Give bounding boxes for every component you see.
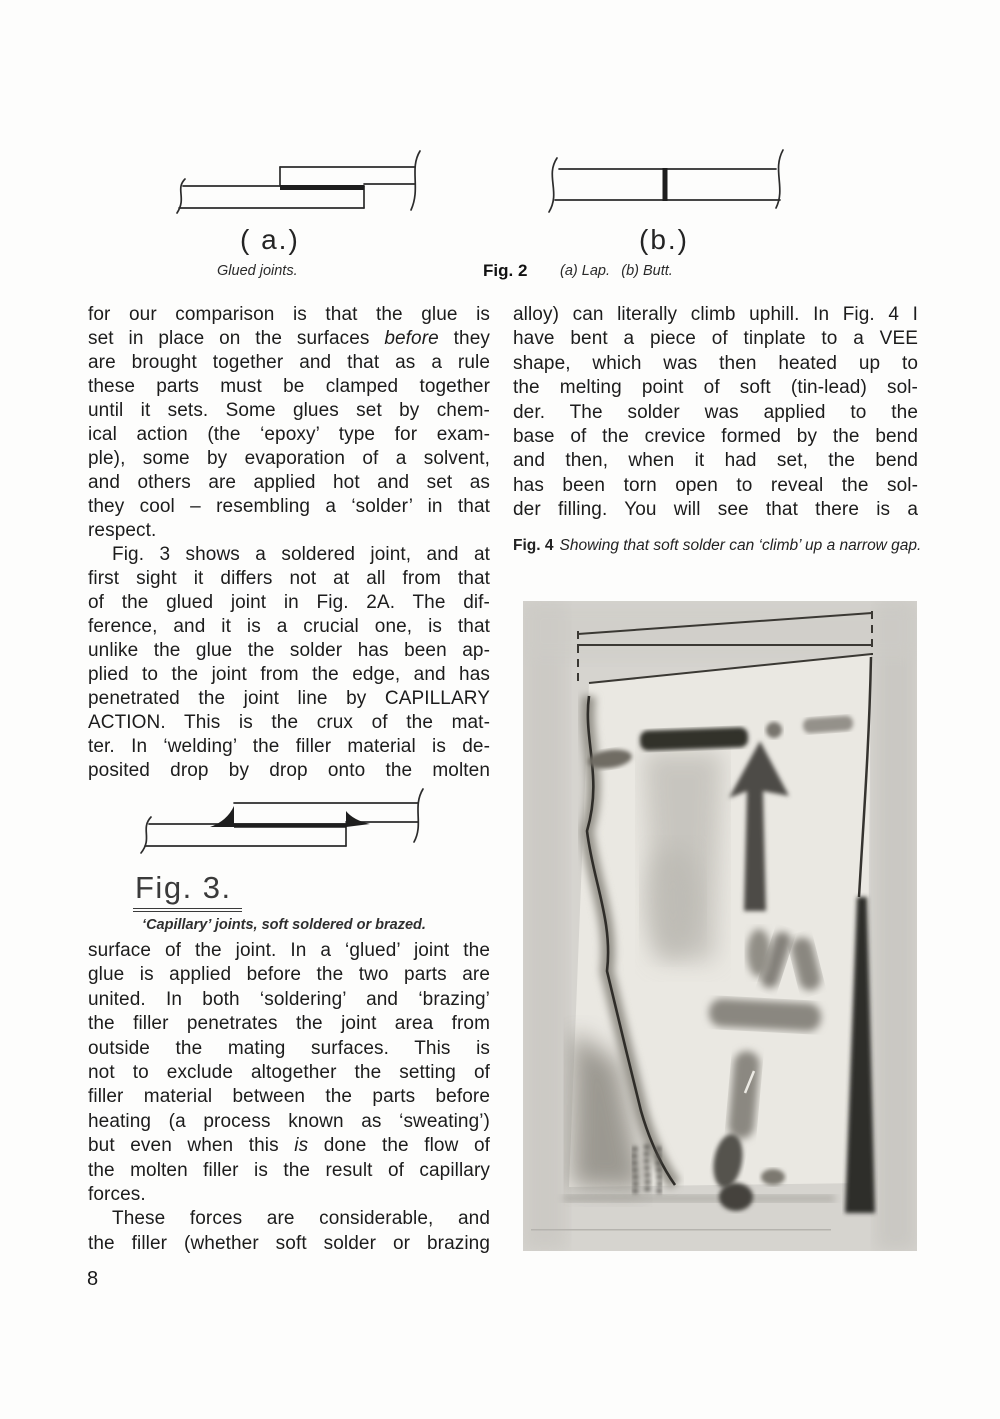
fig2b-diagram-drawing bbox=[543, 144, 793, 218]
text-line: until it sets. Some glues set by chem- bbox=[88, 400, 490, 421]
text-line: ter. In ‘welding’ the filler material is de- bbox=[88, 736, 490, 757]
fig3-label-wrap bbox=[133, 870, 242, 912]
fig4-photo-drawing bbox=[523, 601, 917, 1251]
paragraph bbox=[88, 939, 490, 1207]
text-line: the melting point of soft (tin-lead) sol- bbox=[513, 377, 918, 399]
plate-shading-2 bbox=[645, 846, 701, 956]
fig3-diagram-drawing bbox=[128, 784, 428, 868]
left-column-upper bbox=[88, 303, 490, 783]
smudge-dot bbox=[766, 722, 782, 738]
photo-right-shade bbox=[875, 601, 917, 1251]
text-line: surface of the joint. In a ‘glued’ joint the bbox=[88, 940, 490, 961]
paragraph bbox=[88, 543, 490, 783]
text-line: set in place on the surfaces before they bbox=[88, 328, 490, 349]
lower-gray-mark bbox=[761, 1169, 785, 1185]
fig3-label: Fig. 3. bbox=[133, 870, 242, 912]
plate-bottom-shadow bbox=[563, 1195, 835, 1202]
text-line: first sight it differs not at all from that bbox=[88, 568, 490, 589]
fig2a-diagram-drawing bbox=[168, 144, 430, 218]
text-line: are brought together and that as a rule bbox=[88, 352, 490, 373]
text-line: alloy) can literally climb uphill. In Fig. 4 I bbox=[513, 304, 918, 325]
text-line: united. In both ‘soldering’ and ‘brazing’ bbox=[88, 988, 490, 1010]
fig4-photo bbox=[523, 601, 917, 1251]
left-column-lower bbox=[88, 939, 490, 1256]
text-line: These forces are considerable, and bbox=[112, 1208, 490, 1230]
text-line: and then, when it had set, the bend bbox=[513, 450, 918, 472]
text-line: has been torn open to reveal the sol- bbox=[513, 474, 918, 496]
paragraph bbox=[88, 1207, 490, 1256]
text-line: the molten filler is the result of capillary bbox=[88, 1159, 490, 1181]
photo-top-shade bbox=[523, 601, 917, 661]
fig4-caption-text: Showing that soft solder can ‘climb’ up a narrow gap. bbox=[559, 537, 922, 554]
text-line: but even when this is done the flow of bbox=[88, 1135, 490, 1157]
text-line: ple), some by evaporation of a solvent, bbox=[88, 448, 490, 469]
text-line: outside the mating surfaces. This is bbox=[88, 1037, 490, 1059]
text-line: these parts must be clamped together bbox=[88, 376, 490, 397]
text-line: the filler penetrates the joint area from bbox=[88, 1013, 490, 1035]
text-line: respect. bbox=[88, 520, 157, 541]
fig2a-lap-joint-diagram bbox=[168, 144, 430, 218]
text-line: not to exclude altogether the setting of bbox=[88, 1062, 490, 1084]
text-line: ACTION. This is the crux of the mat- bbox=[88, 712, 490, 733]
photo-bottom-line bbox=[531, 1229, 831, 1231]
fig2b-label: (b.) bbox=[639, 224, 689, 255]
lower-dark-mark-2 bbox=[719, 1183, 753, 1211]
text-line: ference, and it is a crucial one, is that bbox=[88, 616, 490, 637]
text-line: heating (a process known as ‘sweating’) bbox=[88, 1110, 490, 1132]
text-line: Fig. 3 shows a soldered joint, and at bbox=[112, 544, 490, 565]
fig2-caption: (a) Lap. (b) Butt. bbox=[560, 263, 673, 279]
text-line: they cool – resembling a ‘solder’ in that bbox=[88, 496, 490, 517]
page-number: 8 bbox=[87, 1268, 99, 1290]
fig3-caption: ‘Capillary’ joints, soft soldered or brazed. bbox=[142, 917, 426, 933]
photo-left-shade bbox=[523, 601, 567, 1251]
fig2a-label: ( a.) bbox=[240, 224, 300, 255]
mid-smudge-3 bbox=[747, 929, 771, 977]
break-mark-left bbox=[549, 158, 557, 212]
text-line: have bent a piece of tinplate to a VEE bbox=[513, 328, 918, 350]
fig2a-caption: Glued joints. bbox=[217, 263, 298, 279]
text-line: penetrated the joint line by CAPILLARY bbox=[88, 688, 490, 709]
break-mark-right bbox=[414, 789, 423, 842]
text-line: for our comparison is that the glue is bbox=[88, 304, 490, 325]
text-line: and others are applied hot and set as bbox=[88, 472, 490, 493]
horizontal-streak bbox=[708, 998, 821, 1032]
text-line: shape, which was then heated up to bbox=[513, 352, 918, 374]
paragraph bbox=[513, 303, 918, 523]
text-line: plied to the joint from the edge, and has bbox=[88, 664, 490, 685]
text-line: glue is applied before the two parts are bbox=[88, 964, 490, 986]
text-line: the filler (whether soft solder or brazing bbox=[88, 1232, 490, 1254]
text-line: of the glued joint in Fig. 2A. The dif- bbox=[88, 592, 490, 613]
break-mark-left bbox=[141, 817, 151, 853]
text-line: base of the crevice formed by the bend bbox=[513, 426, 918, 448]
break-mark-right bbox=[411, 151, 420, 210]
fig4-label: Fig. 4 bbox=[513, 537, 554, 554]
right-column bbox=[513, 303, 918, 523]
fig3-capillary-joint-diagram bbox=[128, 784, 428, 868]
solder-bar bbox=[640, 727, 749, 751]
fig4-caption bbox=[513, 536, 925, 556]
text-line: der. The solder was applied to the bbox=[513, 401, 918, 423]
text-line: ical action (the ‘epoxy’ type for exam- bbox=[88, 424, 490, 445]
text-line: posited drop by drop onto the molten bbox=[88, 760, 490, 781]
text-line: unlike the glue the solder has been ap- bbox=[88, 640, 490, 661]
text-line: filler material between the parts before bbox=[88, 1086, 490, 1108]
text-line: der filling. You will see that there is a bbox=[513, 499, 918, 521]
solder-fillet-right bbox=[346, 811, 370, 827]
paragraph bbox=[88, 303, 490, 543]
fig2-label: Fig. 2 bbox=[483, 261, 528, 280]
fig2b-butt-joint-diagram bbox=[543, 144, 793, 218]
text-line: forces. bbox=[88, 1184, 146, 1206]
